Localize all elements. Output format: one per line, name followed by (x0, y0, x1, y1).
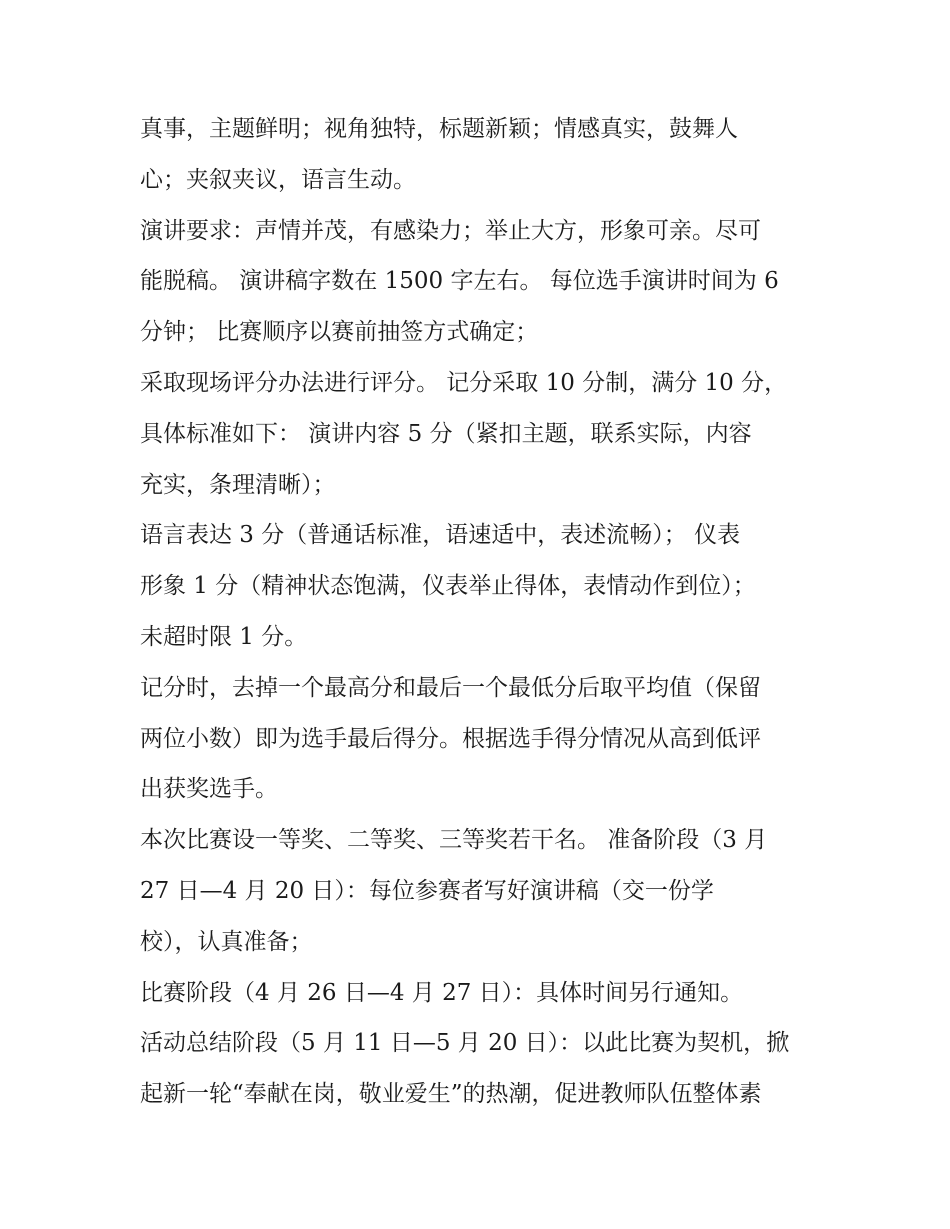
text-line: 未超时限 1 分。 (140, 623, 308, 650)
text-line: 形象 1 分（精神状态饱满，仪表举止得体，表情动作到位）； (140, 573, 756, 600)
text-line: 两位小数）即为选手最后得分。根据选手得分情况从高到低评 (140, 725, 761, 752)
text-line: 分钟； 比赛顺序以赛前抽签方式确定； (140, 319, 539, 346)
text-line: 比赛阶段（4 月 26 日—4 月 27 日）：具体时间另行通知。 (140, 979, 744, 1006)
text-line: 演讲要求：声情并茂，有感染力；举止大方，形象可亲。尽可 (140, 217, 761, 244)
text-line: 语言表达 3 分（普通话标准，语速适中，表述流畅）； 仪表 (140, 522, 741, 549)
text-line: 记分时，去掉一个最高分和最后一个最低分后取平均值（保留 (140, 674, 761, 701)
text-line: 采取现场评分办法进行评分。 记分采取 10 分制，满分 10 分， (140, 369, 788, 396)
text-line: 本次比赛设一等奖、二等奖、三等奖若干名。 准备阶段（3 月 (140, 827, 768, 854)
text-line: 活动总结阶段（5 月 11 日—5 月 20 日）：以此比赛为契机，掀 (140, 1030, 790, 1057)
text-line: 出获奖选手。 (140, 776, 278, 803)
text-line: 具体标准如下： 演讲内容 5 分（紧扣主题，联系实际，内容 (140, 420, 752, 447)
text-line: 起新一轮“奉献在岗，敬业爱生”的热潮，促进教师队伍整体素 (140, 1081, 762, 1108)
text-line: 27 日—4 月 20 日）：每位参赛者写好演讲稿（交一份学 (140, 877, 714, 904)
text-line: 充实，条理清晰）； (140, 471, 336, 498)
text-line: 真事，主题鲜明；视角独特，标题新颖；情感真实，鼓舞人 (140, 116, 738, 142)
document-page (140, 104, 820, 1120)
text-line: 能脱稿。 演讲稿字数在 1500 字左右。 每位选手演讲时间为 6 (140, 268, 779, 295)
text-line: 校），认真准备； (140, 928, 313, 955)
text-line: 心；夹叙夹议，语言生动。 (140, 166, 416, 193)
